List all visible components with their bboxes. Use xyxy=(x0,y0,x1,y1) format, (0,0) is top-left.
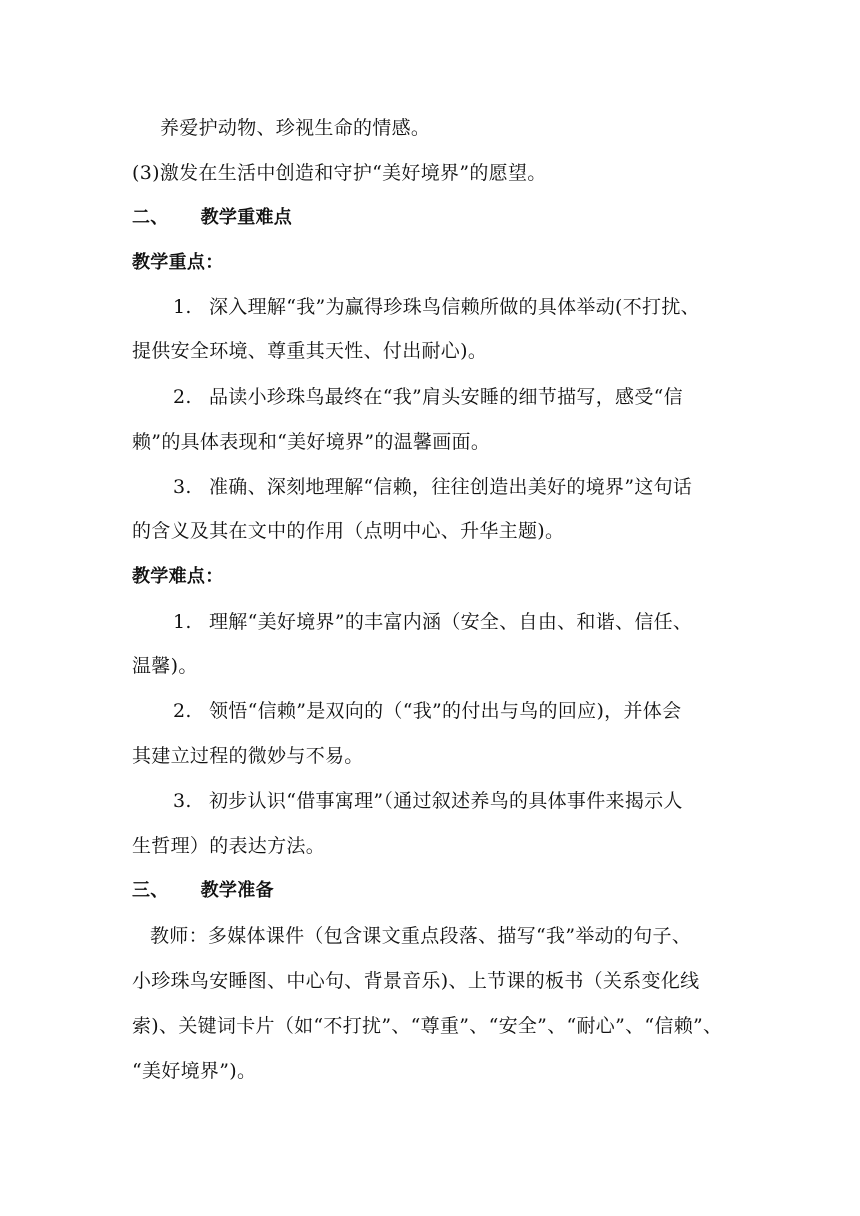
item-text: 深入理解“我”为赢得珍珠鸟信赖所做的具体举动(不打扰、 xyxy=(209,296,700,318)
section-number: 三、 xyxy=(132,880,169,901)
objective-line-2: (3)激发在生活中创造和守护“美好境界”的愿望。 xyxy=(132,162,547,184)
item-number: 3. xyxy=(173,790,192,812)
item-number: 2. xyxy=(173,700,192,722)
section-title: 教学准备 xyxy=(200,880,274,901)
teacher-prep-line-3: 索)、关键词卡片（如“不打扰”、“尊重”、“安全”、“耐心”、“信赖”、 xyxy=(132,1015,723,1037)
objective-line-1: 养爱护动物、珍视生命的情感。 xyxy=(160,117,431,139)
item-text: 领悟“信赖”是双向的（“我”的付出与鸟的回应)，并体会 xyxy=(209,700,682,722)
section-title: 教学重难点 xyxy=(200,207,293,228)
section-heading-2 xyxy=(132,205,292,231)
difficult-point-3-line-2: 生哲理）的表达方法。 xyxy=(132,835,326,857)
teacher-prep-line-4: “美好境界”)。 xyxy=(132,1060,257,1082)
key-points-label: 教学重点： xyxy=(132,252,224,273)
item-number: 1. xyxy=(173,611,192,633)
section-number: 二、 xyxy=(132,207,169,228)
difficult-point-1-line-2: 温馨)。 xyxy=(132,655,198,677)
item-text: 准确、深刻地理解“信赖，往往创造出美好的境界”这句话 xyxy=(209,476,693,498)
key-point-1-line-2: 提供安全环境、尊重其天性、付出耐心)。 xyxy=(132,340,488,362)
difficult-point-3-line-1 xyxy=(173,788,683,814)
teacher-prep-line-1: 教师：多媒体课件（包含课文重点段落、描写“我”举动的句子、 xyxy=(150,925,692,947)
key-point-1-line-1 xyxy=(173,294,700,320)
key-point-3-line-2: 的含义及其在文中的作用（点明中心、升华主题)。 xyxy=(132,520,565,542)
key-point-2-line-2: 赖”的具体表现和“美好境界”的温馨画面。 xyxy=(132,431,491,453)
difficult-point-2-line-1 xyxy=(173,698,681,724)
key-point-3-line-1 xyxy=(173,474,692,500)
item-number: 2. xyxy=(173,386,192,408)
difficult-point-1-line-1 xyxy=(173,609,692,635)
difficult-point-2-line-2: 其建立过程的微妙与不易。 xyxy=(132,745,364,767)
teacher-prep-line-2: 小珍珠鸟安睡图、中心句、背景音乐)、上节课的板书（关系变化线 xyxy=(132,970,700,992)
difficult-points-label: 教学难点： xyxy=(132,566,224,587)
item-text: 理解“美好境界”的丰富内涵（安全、自由、和谐、信任、 xyxy=(209,611,693,633)
item-text: 初步认识“借事寓理”（通过叙述养鸟的具体事件来揭示人 xyxy=(209,790,683,812)
key-point-2-line-1 xyxy=(173,384,683,410)
item-text: 品读小珍珠鸟最终在“我”肩头安睡的细节描写，感受“信 xyxy=(209,386,683,408)
section-heading-3 xyxy=(132,878,274,904)
item-number: 3. xyxy=(173,476,192,498)
item-number: 1. xyxy=(173,296,192,318)
